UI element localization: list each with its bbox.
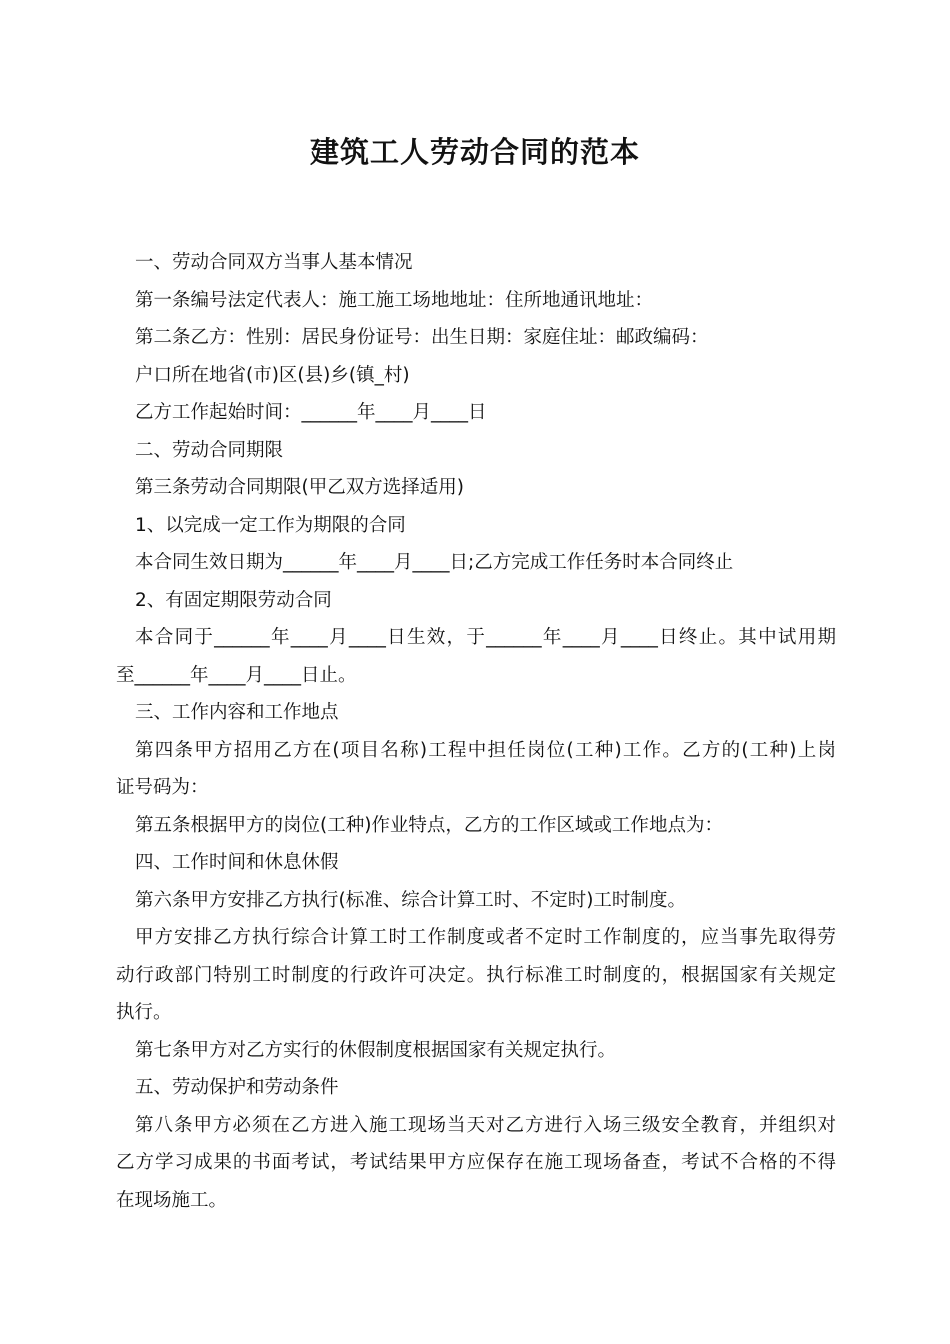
article-5-text: 第五条根据甲方的岗位(工种)作业特点，乙方的工作区域或工作地点为： — [135, 814, 723, 836]
article-1-text: 第一条编号法定代表人：施工施工场地地址：住所地通讯地址： — [135, 289, 654, 311]
article-6-text: 第六条甲方安排乙方执行(标准、综合计算工时、不定时)工时制度。 — [135, 889, 686, 911]
working-hours-paragraph-line-1: 甲方安排乙方执行综合计算工时工作制度或者不定时工作制度的，应当事先取得劳 — [135, 927, 836, 948]
option-2-text-line-2: 至______年____月____日止。 — [116, 664, 357, 686]
section-heading-2: 二、劳动合同期限 — [135, 439, 284, 461]
option-2-text-line-1: 本合同于______年____月____日生效，于______年____月____日终止。其中试用期 — [135, 627, 836, 648]
article-8-text-line-3: 在现场施工。 — [116, 1189, 228, 1211]
document-body — [116, 244, 836, 1219]
option-1-text: 本合同生效日期为______年____月____日;乙方完成工作任务时本合同终止 — [135, 552, 734, 573]
registered-residence-line: 户口所在地省(市)区(县)乡(镇_村) — [135, 364, 410, 386]
article-8-text-line-2: 乙方学习成果的书面考试，考试结果甲方应保存在施工现场备查，考试不合格的不得 — [116, 1152, 836, 1173]
working-hours-paragraph-line-2: 动行政部门特别工时制度的行政许可决定。执行标准工时制度的，根据国家有关规定 — [116, 964, 836, 986]
article-4-text-line-1: 第四条甲方招用乙方在(项目名称)工程中担任岗位(工种)工作。乙方的(工种)上岗 — [135, 739, 836, 761]
section-heading-4: 四、工作时间和休息休假 — [135, 852, 339, 873]
section-heading-1: 一、劳动合同双方当事人基本情况 — [135, 252, 413, 273]
article-7-text: 第七条甲方对乙方实行的休假制度根据国家有关规定执行。 — [135, 1039, 617, 1061]
article-3-text: 第三条劳动合同期限(甲乙双方选择适用) — [135, 477, 464, 498]
working-hours-paragraph-line-3: 执行。 — [116, 1002, 172, 1023]
option-1-heading: 1、以完成一定工作为期限的合同 — [135, 514, 406, 536]
section-heading-3: 三、工作内容和工作地点 — [135, 702, 339, 723]
article-4-text-line-2: 证号码为： — [116, 777, 209, 798]
section-heading-5: 五、劳动保护和劳动条件 — [135, 1077, 339, 1098]
article-8-text-line-1: 第八条甲方必须在乙方进入施工现场当天对乙方进行入场三级安全教育，并组织对 — [135, 1114, 836, 1136]
start-date-line: 乙方工作起始时间：______年____月____日 — [135, 402, 487, 423]
option-2-heading: 2、有固定期限劳动合同 — [135, 589, 332, 611]
document-title: 建筑工人劳动合同的范本 — [309, 135, 640, 169]
article-2-text: 第二条乙方：性别：居民身份证号：出生日期：家庭住址：邮政编码： — [135, 327, 709, 348]
